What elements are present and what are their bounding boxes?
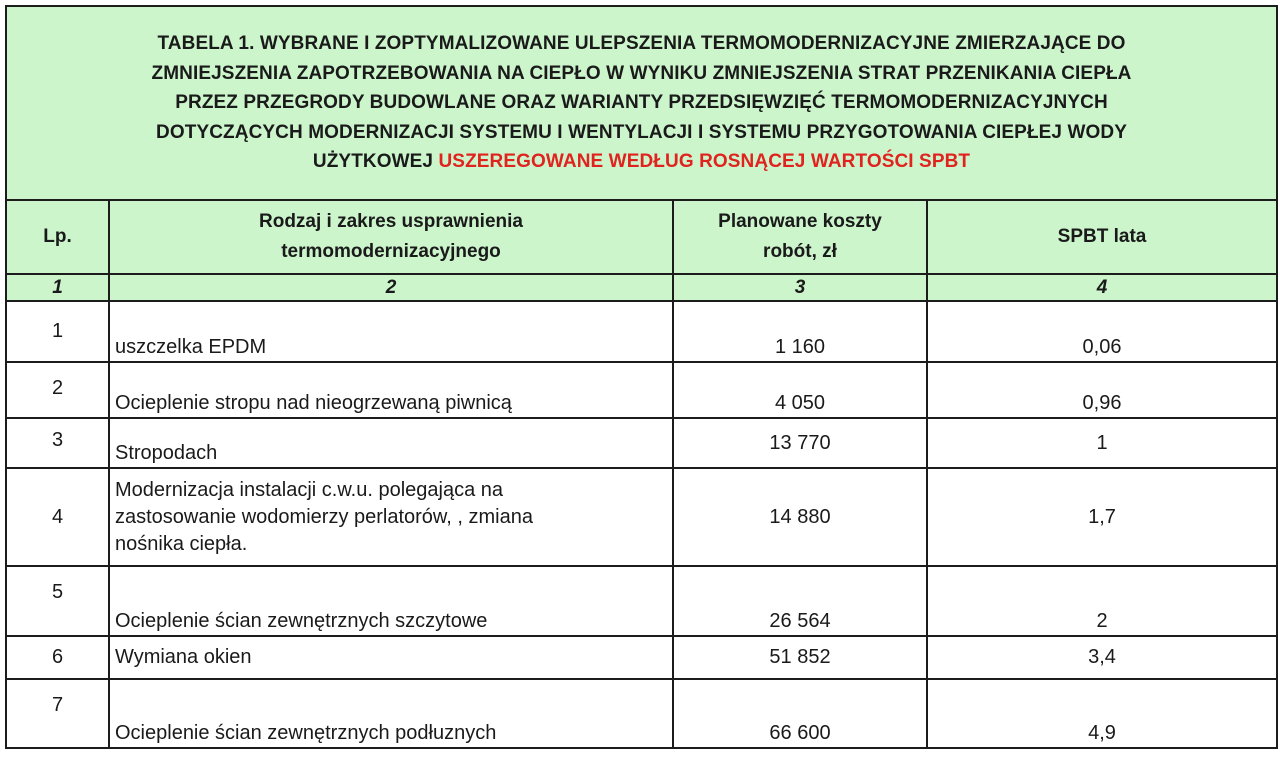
row-spbt: 4,9 [927, 679, 1277, 748]
header-cost-line-2: robót, zł [763, 241, 837, 262]
title-line-4: DOTYCZĄCYCH MODERNIZACJI SYSTEMU I WENTYLACJI I SYSTEMU PRZYGOTOWANIA CIEPŁEJ WODY [156, 121, 1127, 143]
row-lp: 7 [6, 679, 109, 748]
header-description [109, 200, 673, 274]
row-lp: 6 [6, 636, 109, 679]
row-description: Stropodach [109, 418, 673, 468]
row-description [109, 468, 673, 566]
row-cost: 14 880 [673, 468, 927, 566]
row-description-line-2: zastosowanie wodomierzy perlatorów, , zmiana [115, 505, 533, 528]
column-number-3: 3 [673, 274, 927, 301]
header-cost [673, 200, 927, 274]
header-cost-line-1: Planowane koszty [718, 211, 882, 232]
title-row [6, 6, 1277, 200]
title-line-5 [25, 147, 1258, 177]
column-number-2: 2 [109, 274, 673, 301]
row-description: Ocieplenie ścian zewnętrznych szczytowe [109, 566, 673, 636]
row-description-line-3: nośnika ciepła. [115, 532, 248, 555]
row-spbt: 0,96 [927, 362, 1277, 418]
row-description: Ocieplenie stropu nad nieogrzewaną piwnicą [109, 362, 673, 418]
table-row [6, 679, 1277, 748]
row-spbt: 1 [927, 418, 1277, 468]
row-description: Ocieplenie ścian zewnętrznych podłuznych [109, 679, 673, 748]
row-lp: 3 [6, 418, 109, 468]
row-cost: 51 852 [673, 636, 927, 679]
row-cost: 13 770 [673, 418, 927, 468]
row-lp: 5 [6, 566, 109, 636]
row-cost: 1 160 [673, 301, 927, 362]
row-lp: 4 [6, 468, 109, 566]
header-row [6, 200, 1277, 274]
row-cost: 4 050 [673, 362, 927, 418]
title-line-3: PRZEZ PRZEGRODY BUDOWLANE ORAZ WARIANTY PRZEDSIĘWZIĘĆ TERMOMODERNIZACYJNYCH [175, 92, 1108, 114]
thermomodernization-table-container [5, 5, 1276, 749]
header-description-line-1: Rodzaj i zakres usprawnienia [259, 211, 523, 232]
table-row [6, 636, 1277, 679]
title-line-5-text: UŻYTKOWEJ [312, 151, 434, 173]
table-row [6, 418, 1277, 468]
row-description-line-1: Modernizacja instalacji c.w.u. polegająca na [115, 478, 503, 501]
header-description-line-2: termomodernizacyjnego [281, 241, 501, 262]
table-row [6, 468, 1277, 566]
header-spbt: SPBT lata [927, 200, 1277, 274]
title-line-1: TABELA 1. WYBRANE I ZOPTYMALIZOWANE ULEPSZENIA TERMOMODERNIZACYJNE ZMIERZAJĄCE DO [157, 33, 1126, 55]
column-number-row [6, 274, 1277, 301]
column-number-1: 1 [6, 274, 109, 301]
title-highlight: USZEREGOWANE WEDŁUG ROSNĄCEJ WARTOŚCI SPBT [438, 151, 971, 173]
row-spbt: 0,06 [927, 301, 1277, 362]
column-number-4: 4 [927, 274, 1277, 301]
title-line-2: ZMNIEJSZENIA ZAPOTRZEBOWANIA NA CIEPŁO W WYNIKU ZMNIEJSZENIA STRAT PRZENIKANIA CIEPŁA [151, 62, 1132, 84]
row-spbt: 2 [927, 566, 1277, 636]
row-lp: 1 [6, 301, 109, 362]
row-description: Wymiana okien [109, 636, 673, 679]
row-description: uszczelka EPDM [109, 301, 673, 362]
row-cost: 26 564 [673, 566, 927, 636]
row-spbt: 1,7 [927, 468, 1277, 566]
header-lp: Lp. [6, 200, 109, 274]
table-row [6, 362, 1277, 418]
row-cost: 66 600 [673, 679, 927, 748]
table-title [6, 6, 1277, 200]
table-row [6, 566, 1277, 636]
row-spbt: 3,4 [927, 636, 1277, 679]
table-row [6, 301, 1277, 362]
row-lp: 2 [6, 362, 109, 418]
thermomodernization-table [5, 5, 1278, 749]
